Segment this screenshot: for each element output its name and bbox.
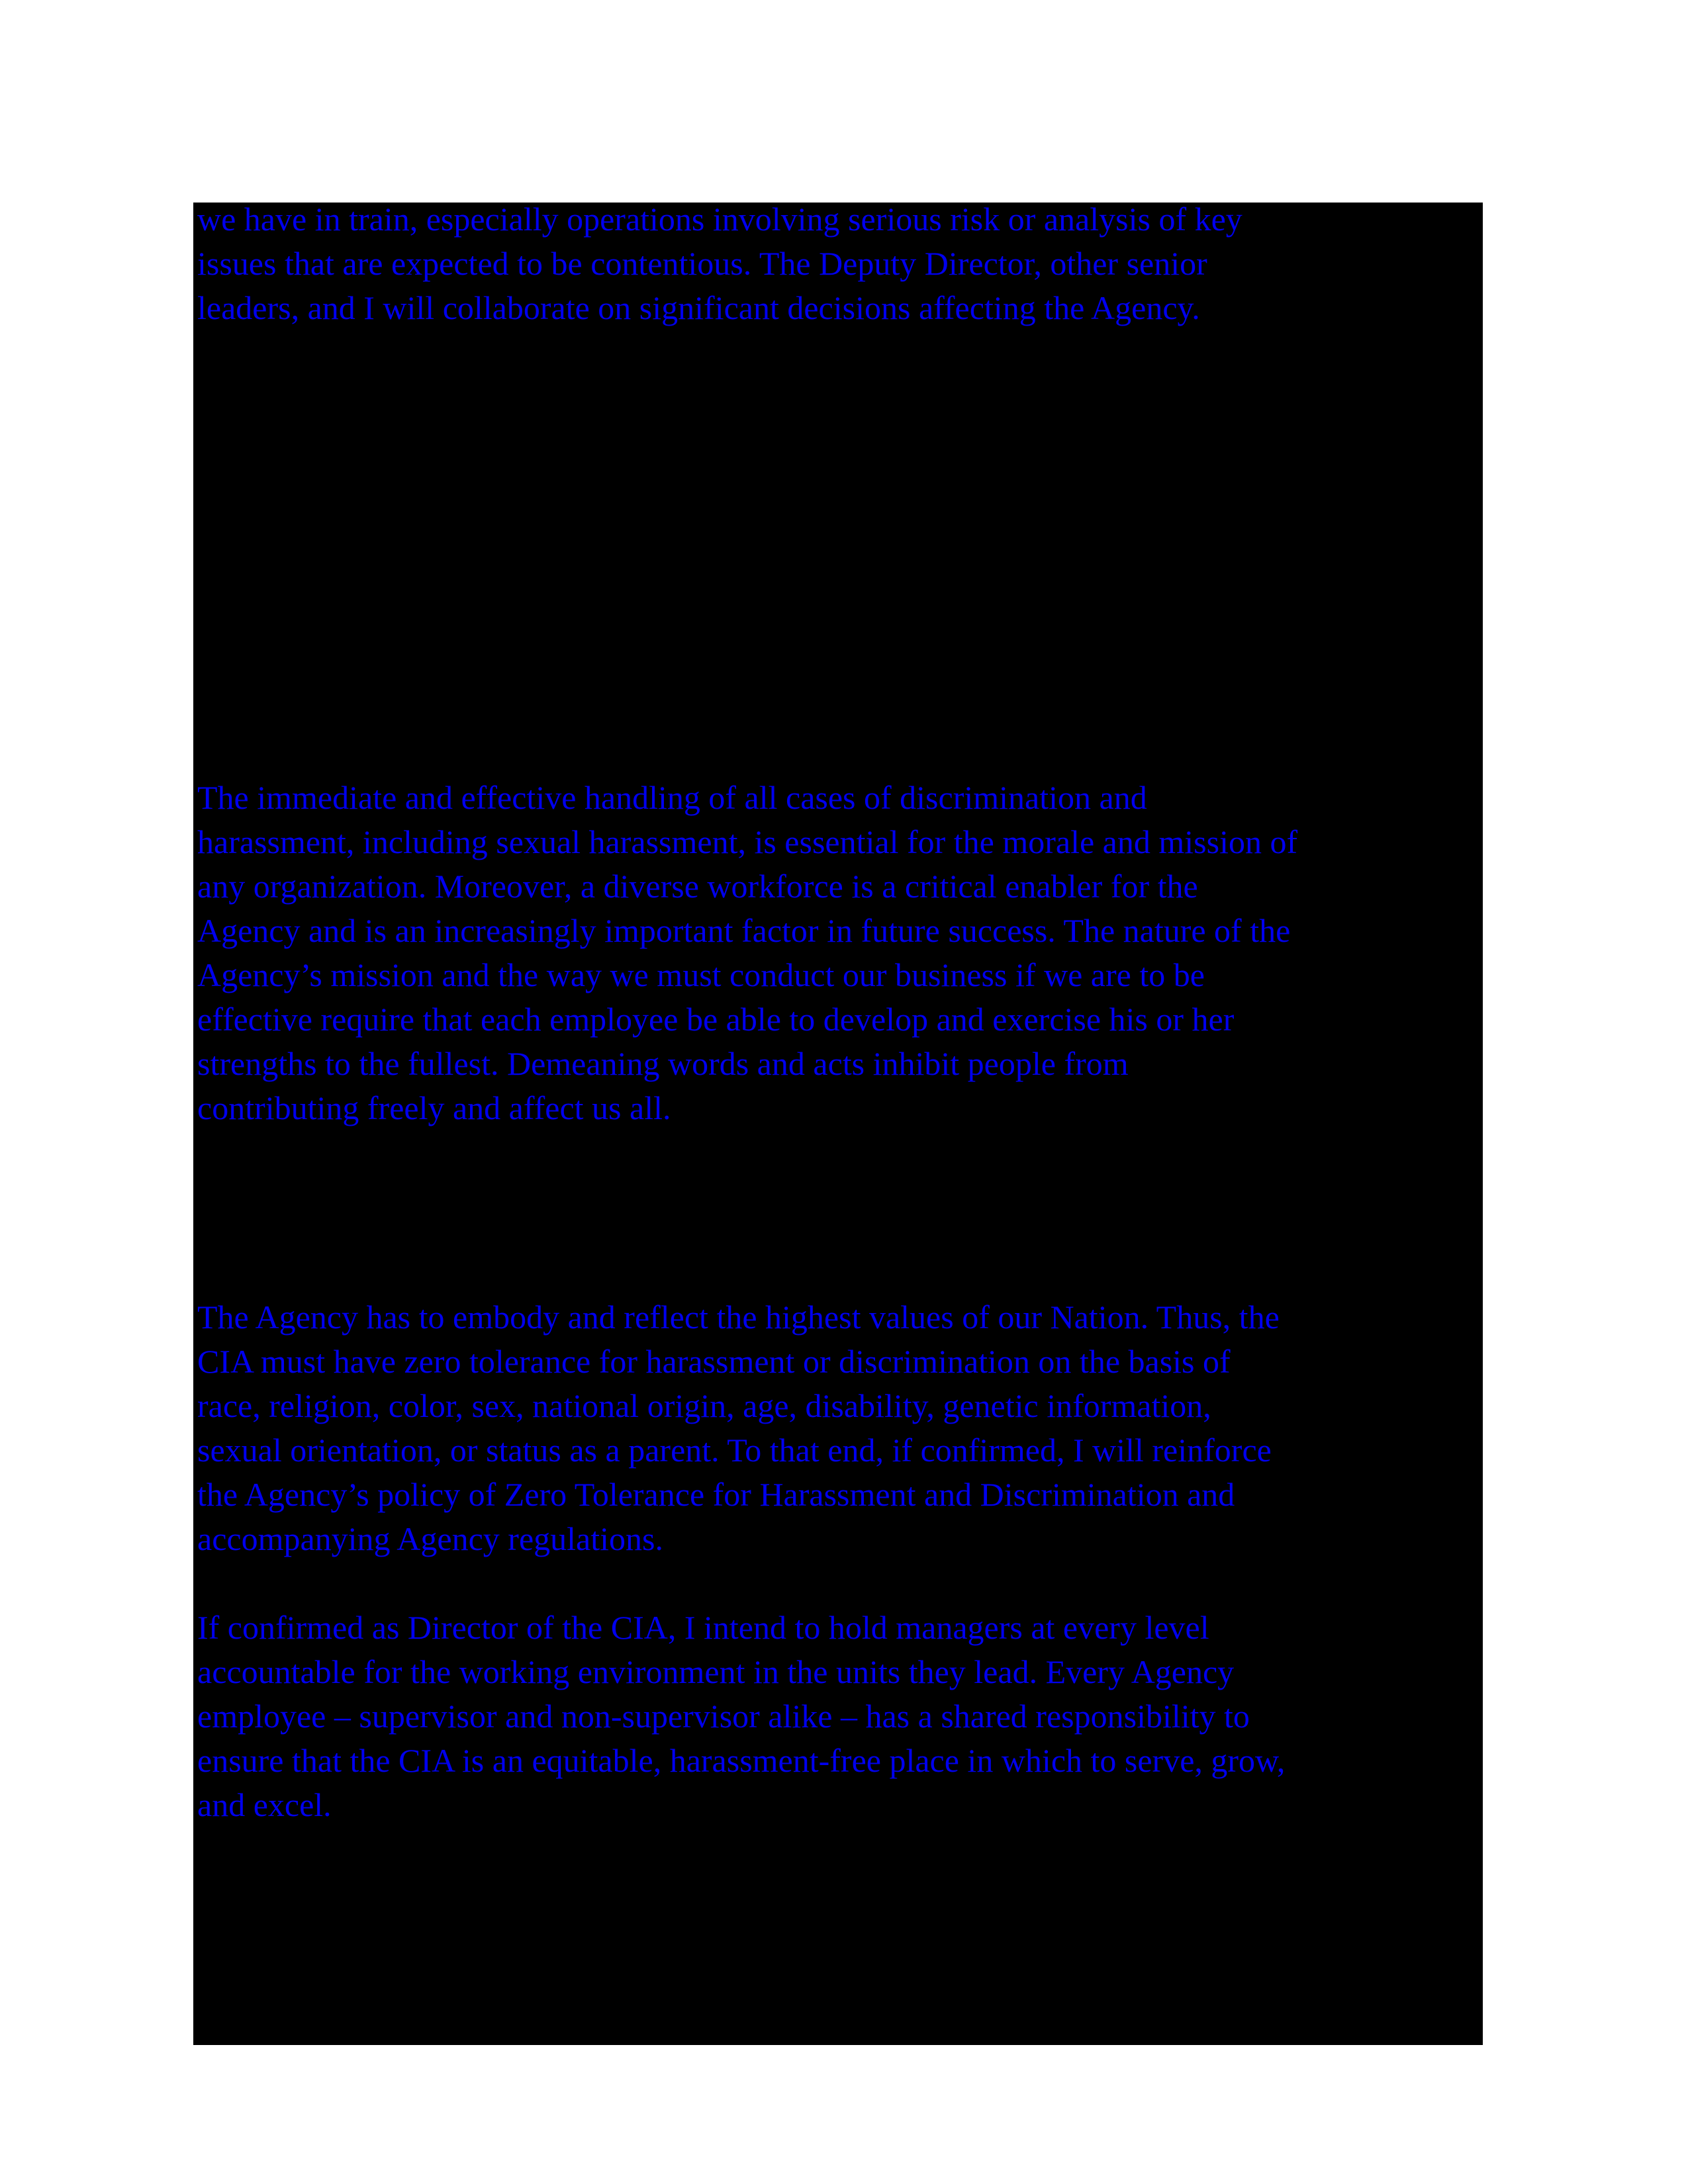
paragraph-zero-tolerance: The Agency has to embody and reflect the highest values of our Nation. Thus, the CIA must have zero tolerance for harassment or discrimination on the basis of race, religion, color, sex, national origin, age, disability, genetic information, sexual orientation, or status as a parent. To that end, if confirmed, I will reinforce the Agency’s policy of Zero Tolerance for Harassment and Discrimination and accompanying Agency regulations. bbox=[197, 1298, 1280, 1557]
paragraph-discrimination-handling: The immediate and effective handling of all cases of discrimination and harassment, including sexual harassment, is essential for the morale and mission of any organization. Moreover, a diverse workforce is a critical enabler for the Agency and is an increasingly important factor in future success. The nature of the Agency’s mission and the way we must conduct our business if we are to be effective require that each employee be able to develop and exercise his or her strengths to the fullest. Demeaning words and acts inhibit people from contributing freely and affect us all. bbox=[197, 779, 1298, 1126]
paragraph-manager-accountability: If confirmed as Director of the CIA, I intend to hold managers at every level accountable for the working environment in the units they lead. Every Agency employee – supervisor and non-supervisor alike – has a shared responsibility to ensure that the CIA is an equitable, harassment-free place in which to serve, grow, and excel. bbox=[197, 1609, 1286, 1823]
paragraph-operations-collaboration: we have in train, especially operations involving serious risk or analysis of key issues that are expected to be contentious. The Deputy Director, other senior leaders, and I will collaborate on significant decisions affecting the Agency. bbox=[197, 201, 1243, 326]
